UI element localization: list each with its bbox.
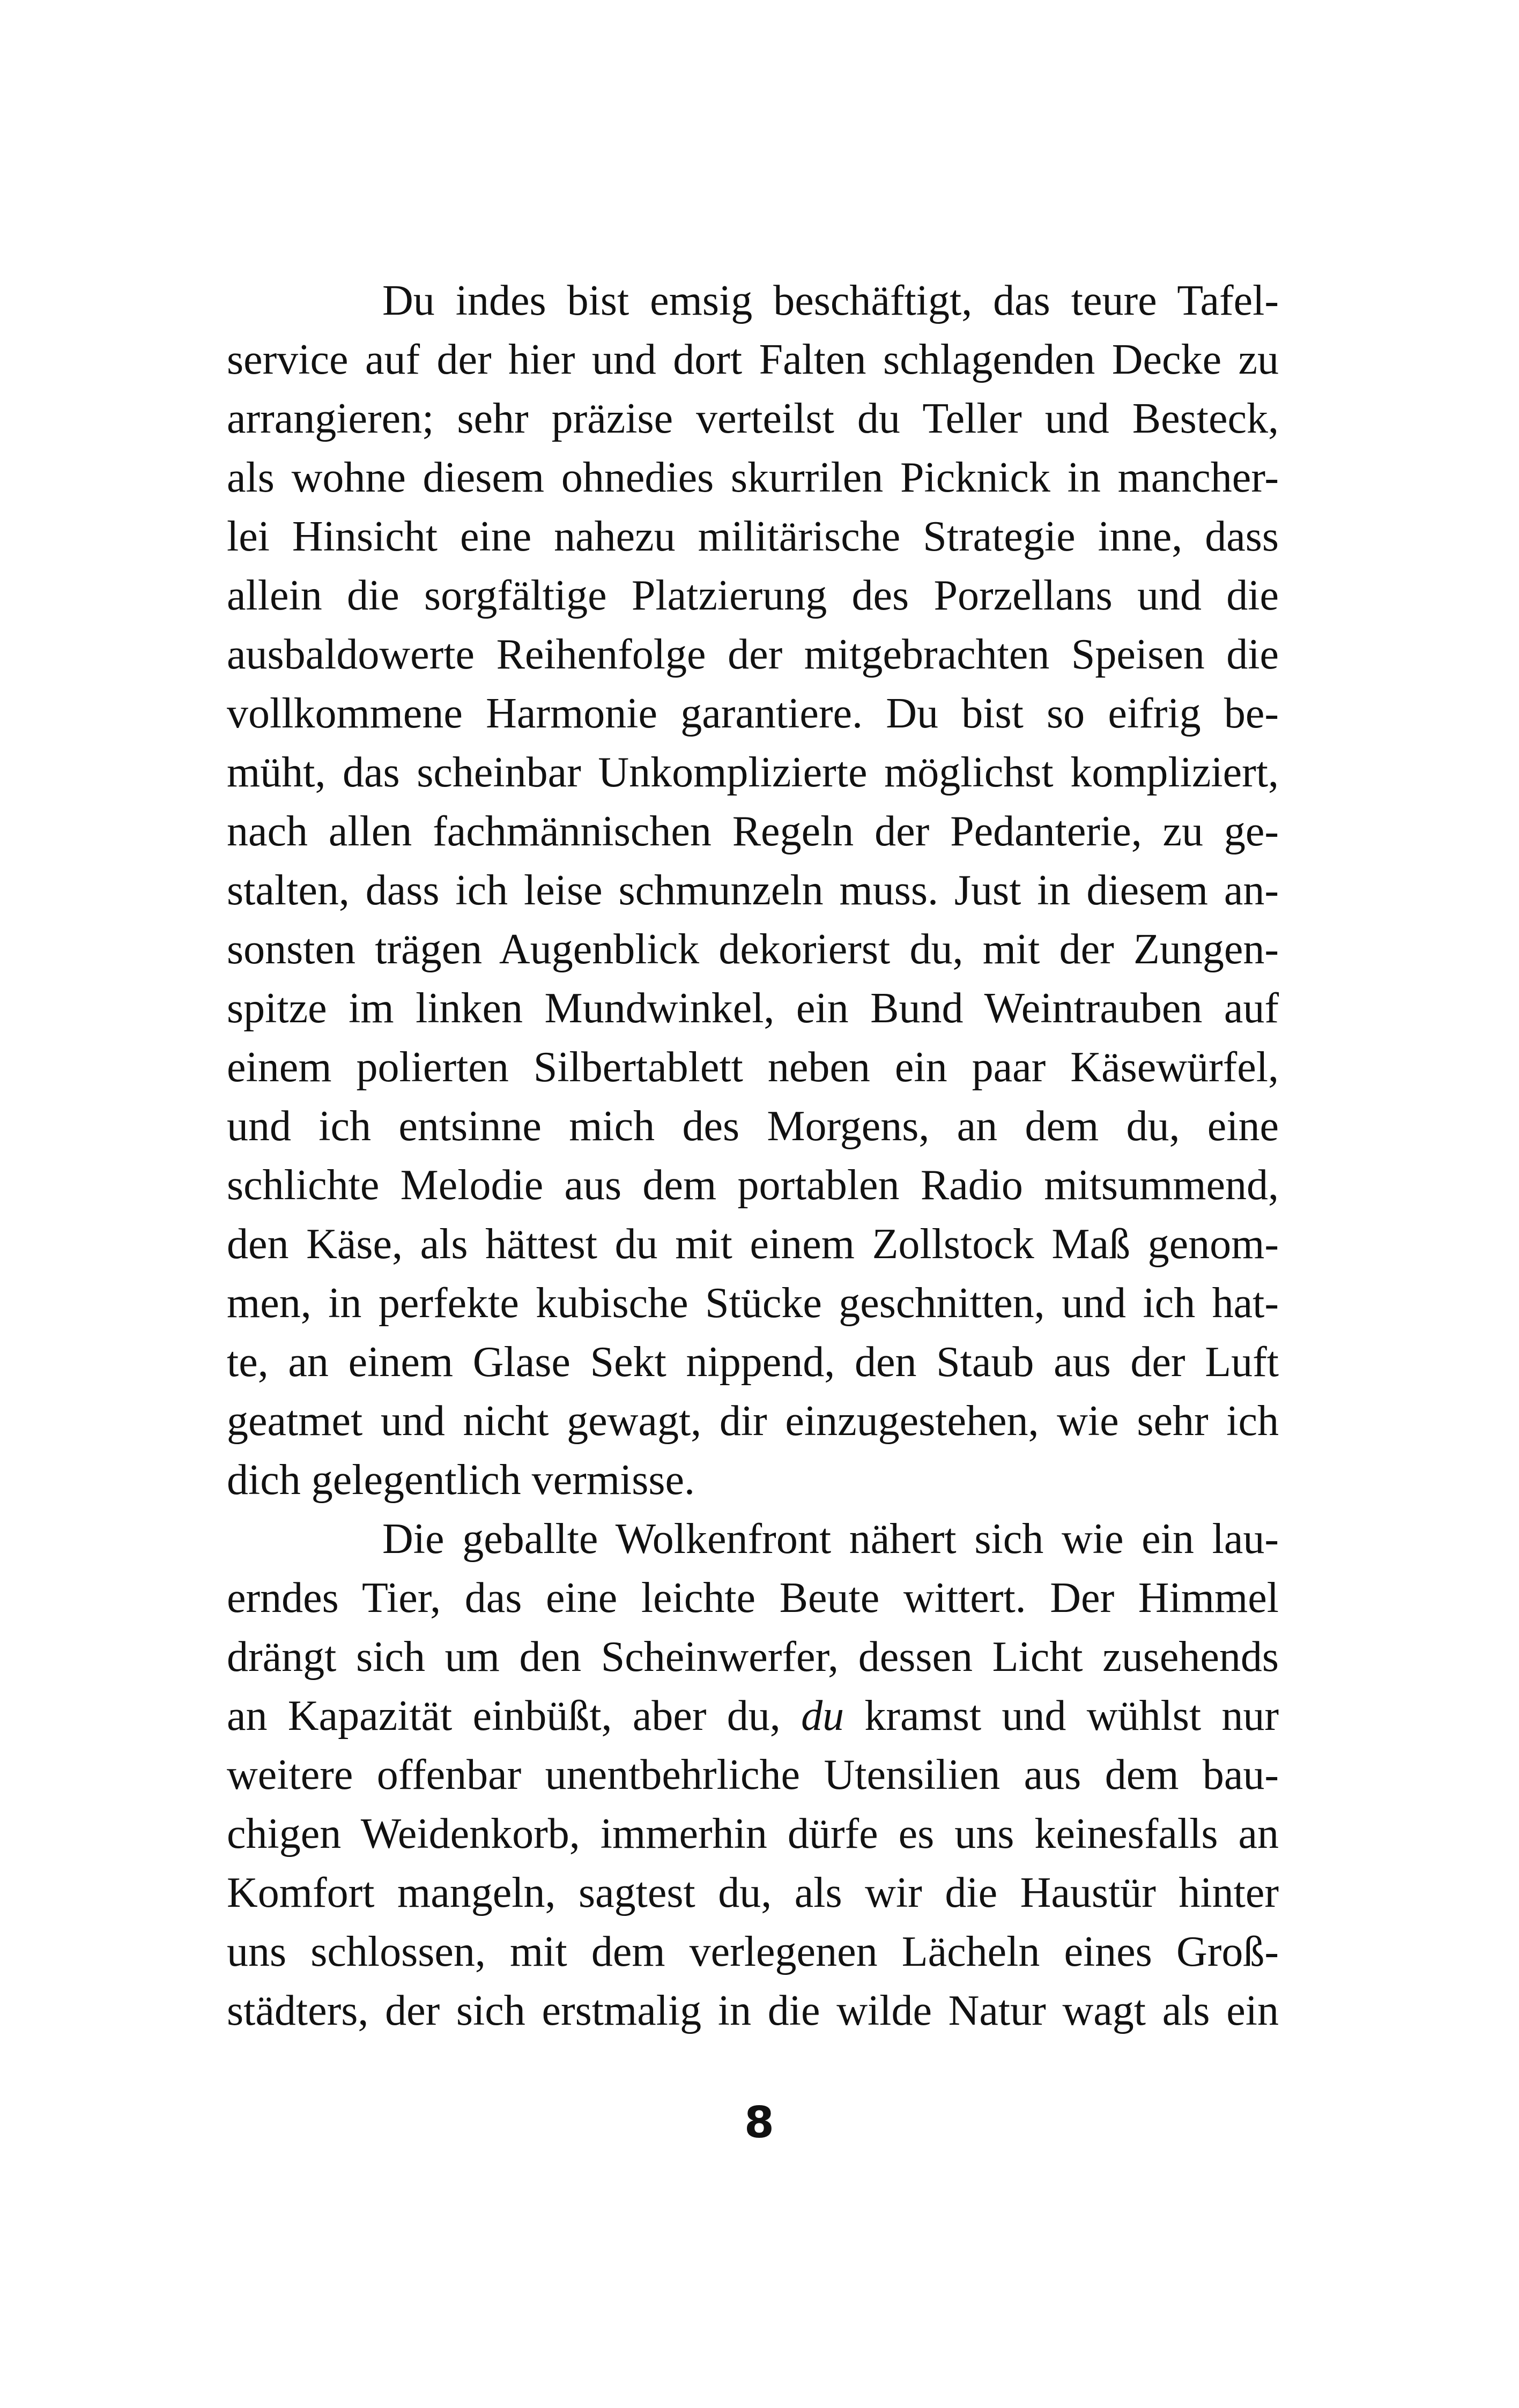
text-line: ausbaldowerte Reihenfolge der mitgebrachten Speisen die xyxy=(227,631,1279,678)
text-span: an Kapazität einbüßt, aber du, xyxy=(227,1692,802,1740)
text-line: dich gelegentlich vermisse. xyxy=(227,1456,695,1504)
text-line: te, an einem Glase Sekt nippend, den Staub aus der Luft xyxy=(227,1339,1279,1386)
text-line: stalten, dass ich leise schmunzeln muss. Just in diesem an- xyxy=(227,867,1279,914)
text-line: vollkommene Harmonie garantiere. Du bist so eifrig be- xyxy=(227,690,1279,737)
emphasis-text: du xyxy=(801,1692,844,1740)
text-line xyxy=(227,1686,1279,1745)
text-line: drängt sich um den Scheinwerfer, dessen Licht zusehends xyxy=(227,1633,1279,1681)
text-line: einem polierten Silbertablett neben ein paar Käsewürfel, xyxy=(227,1044,1279,1091)
text-line: erndes Tier, das eine leichte Beute wittert. Der Himmel xyxy=(227,1574,1279,1622)
text-line: Du indes bist emsig beschäftigt, das teure Tafel- xyxy=(382,277,1279,324)
text-line: men, in perfekte kubische Stücke geschnitten, und ich hat- xyxy=(227,1280,1279,1327)
text-line: lei Hinsicht eine nahezu militärische Strategie inne, dass xyxy=(227,513,1279,560)
text-line: Komfort mangeln, sagtest du, als wir die Haustür hinter xyxy=(227,1869,1279,1916)
text-line: städters, der sich erstmalig in die wilde Natur wagt als ein xyxy=(227,1987,1279,2034)
text-line: schlichte Melodie aus dem portablen Radio mitsummend, xyxy=(227,1162,1279,1209)
text-line: allein die sorgfältige Platzierung des Porzellans und die xyxy=(227,572,1279,619)
text-line: sonsten trägen Augenblick dekorierst du, mit der Zungen- xyxy=(227,926,1279,973)
text-line: nach allen fachmännischen Regeln der Pedanterie, zu ge- xyxy=(227,808,1279,855)
text-line: uns schlossen, mit dem verlegenen Lächeln eines Groß- xyxy=(227,1928,1279,1975)
page-number: 8 xyxy=(744,2098,774,2147)
text-line: service auf der hier und dort Falten schlagenden Decke zu xyxy=(227,336,1279,383)
text-line: geatmet und nicht gewagt, dir einzugestehen, wie sehr ich xyxy=(227,1398,1279,1445)
text-span: kramst und wühlst nur xyxy=(844,1692,1279,1740)
text-line: weitere offenbar unentbehrliche Utensilien aus dem bau- xyxy=(227,1751,1279,1798)
text-line: müht, das scheinbar Unkomplizierte möglichst kompliziert, xyxy=(227,749,1279,796)
text-line: den Käse, als hättest du mit einem Zollstock Maß genom- xyxy=(227,1221,1279,1268)
text-line: spitze im linken Mundwinkel, ein Bund Weintrauben auf xyxy=(227,985,1279,1032)
text-line: und ich entsinne mich des Morgens, an dem du, eine xyxy=(227,1103,1279,1150)
text-line: Die geballte Wolkenfront nähert sich wie ein lau- xyxy=(382,1515,1279,1563)
text-line: chigen Weidenkorb, immerhin dürfe es uns keinesfalls an xyxy=(227,1810,1279,1857)
text-line: arrangieren; sehr präzise verteilst du Teller und Besteck, xyxy=(227,395,1279,442)
text-line: als wohne diesem ohnedies skurrilen Picknick in mancher- xyxy=(227,454,1279,501)
